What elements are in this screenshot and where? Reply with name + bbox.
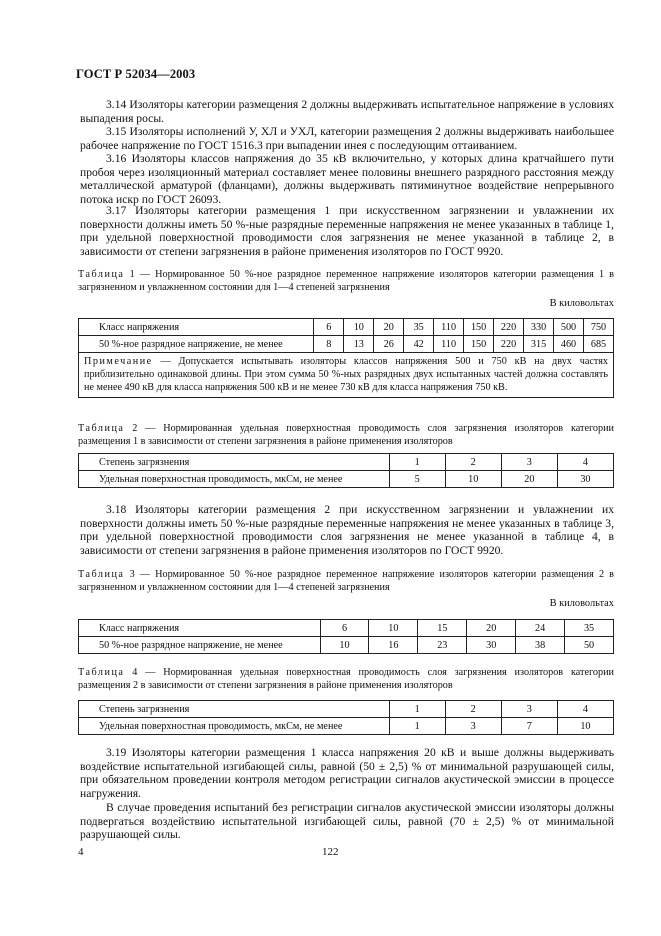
table-cell: 220 [494,319,524,336]
table-cell: 20 [467,620,516,637]
table3-caption [78,568,614,594]
table-cell: 10 [369,620,418,637]
table-cell: 35 [565,620,614,637]
table-cell: 315 [524,336,554,353]
table-cell: 10 [344,319,374,336]
table4-caption [78,666,614,692]
table-row [79,701,614,718]
table-cell: 5 [389,471,445,488]
page-number-center: 122 [322,846,339,858]
table-cell: 10 [320,637,369,654]
table-cell: 35 [404,319,434,336]
paragraph-3-19: 3.19 Изоляторы категории размещения 1 класса напряжения 20 кВ и выше должны выдерживать воздействие испытательной изгибающей силы, равной (50 ± 2,5) % от минимальной разрушающей силы, при обязательном проведении контроля методом регистрации сигналов акустической эмиссии в процессе нагружения. [80,746,614,800]
table4-caption-text: 4 — Нормированная удельная поверхностная проводимость слоя загрязнения изоляторов категории размещения 2 в зависимости от степени загрязнения в районе применения изоляторов [78,667,614,691]
table-cell: 6 [320,620,369,637]
table-cell: 110 [434,319,464,336]
table3 [78,619,614,654]
table-cell: 3 [445,718,501,735]
table-cell: 1 [389,701,445,718]
table-cell: 3 [501,454,557,471]
table-cell: 750 [583,319,613,336]
table1-note-word: Примечание [84,356,153,367]
table2 [78,453,614,488]
table-cell: 1 [389,718,445,735]
table-cell: 15 [418,620,467,637]
table1-unit: В киловольтах [549,298,614,309]
table-cell: 330 [524,319,554,336]
table-cell: 110 [434,336,464,353]
table2-caption-word: Таблица [78,423,125,434]
table-row [79,471,614,488]
table-cell: 6 [314,319,344,336]
table1-row2-label: 50 %-ное разрядное напряжение, не менее [79,336,314,353]
table4-caption-word: Таблица [78,667,125,678]
table-cell: 20 [501,471,557,488]
table-cell: 460 [554,336,584,353]
table-cell: 10 [445,471,501,488]
table-cell: 7 [501,718,557,735]
table-cell: 23 [418,637,467,654]
paragraph-3-15: 3.15 Изоляторы исполнений У, ХЛ и УХЛ, категории размещения 2 должны выдерживать наибольшее рабочее напряжение по ГОСТ 1516.3 при выпадении инея с последующим оттаиванием. [80,125,614,152]
table-cell: 16 [369,637,418,654]
table-cell: 2 [445,454,501,471]
table2-row2-label: Удельная поверхностная проводимость, мкСм, не менее [79,471,390,488]
table-cell: 20 [374,319,404,336]
table-cell: 3 [501,701,557,718]
table-cell: 500 [554,319,584,336]
table-cell: 150 [464,319,494,336]
table-cell: 42 [404,336,434,353]
table-row [79,336,614,353]
table3-caption-text: 3 — Нормированное 50 %-ное разрядное переменное напряжение изоляторов категории размещения 2 в загрязненном и увлажненном состоянии для 1—4 степеней загрязнения [78,569,614,593]
table4-row1-label: Степень загрязнения [79,701,390,718]
table3-row2-label: 50 %-ное разрядное напряжение, не менее [79,637,321,654]
document-header: ГОСТ Р 52034—2003 [76,67,196,81]
table-cell: 30 [557,471,613,488]
table-cell: 150 [464,336,494,353]
table1-caption-word: Таблица [78,269,125,280]
paragraph-3-18: 3.18 Изоляторы категории размещения 2 при искусственном загрязнении и увлажнении их поверхности должны иметь 50 %-ные разрядные переменные напряжения не менее указанных в таблице 3, при удельной поверхностной проводимости слоя загрязнения не менее указанной в таблице 4, в зависимости от степени загрязнения в районе применения изоляторов по ГОСТ 9920. [80,503,614,557]
table1 [78,318,614,398]
table-row [79,620,614,637]
paragraph-3-17: 3.17 Изоляторы категории размещения 1 при искусственном загрязнении и увлажнении их поверхности должны иметь 50 %-ные разрядные переменные напряжения не менее указанных в таблице 1, при удельной поверхностной проводимости слоя загрязнения не менее указанной в таблице 2, в зависимости от степени загрязнения в районе применения изоляторов по ГОСТ 9920. [80,204,614,258]
table1-caption [78,268,614,294]
table-cell: 1 [389,454,445,471]
table2-caption [78,422,614,448]
table-cell: 38 [516,637,565,654]
table-cell: 4 [557,454,613,471]
paragraph-3-16: 3.16 Изоляторы классов напряжения до 35 кВ включительно, у которых длина кратчайшего пути пробоя через изоляционный материал составляет менее половины внешнего разрядного расстояния между металлической арматурой (фланцами), должны выдерживать пятиминутное воздействие непрерывного потока искр по ГОСТ 26093. [80,152,614,206]
table-cell: 30 [467,637,516,654]
table-cell: 220 [494,336,524,353]
table2-caption-text: 2 — Нормированная удельная поверхностная проводимость слоя загрязнения изоляторов категории размещения 1 в зависимости от степени загрязнения в районе применения изоляторов [78,423,614,447]
paragraph-3-19-continuation: В случае проведения испытаний без регистрации сигналов акустической эмиссии изоляторы должны подвергаться воздействию испытательной изгибающей силы, равной (70 ± 2,5) % от минимальной разрушающей силы. [80,801,614,842]
table-cell: 24 [516,620,565,637]
table1-row1-label: Класс напряжения [79,319,314,336]
table4-row2-label: Удельная поверхностная проводимость, мкСм, не менее [79,718,390,735]
table-row [79,353,614,398]
table-cell: 10 [557,718,613,735]
table3-row1-label: Класс напряжения [79,620,321,637]
table-cell: 685 [583,336,613,353]
table-row [79,454,614,471]
table3-caption-word: Таблица [78,569,125,580]
table-row [79,319,614,336]
table-row [79,637,614,654]
table4 [78,700,614,735]
table1-note-text: — Допускается испытывать изоляторы классов напряжения 500 и 750 кВ на двух частях приблизительно одинаковой длины. При этом сумма 50 %-ных разрядных двух испытанных частей должна составлять не менее 490 кВ для класса напряжения 500 кВ и не менее 730 кВ для класса напряжения 750 кВ. [84,356,608,393]
table-cell: 8 [314,336,344,353]
table2-row1-label: Степень загрязнения [79,454,390,471]
table1-caption-text: 1 — Нормированное 50 %-ное разрядное переменное напряжение изоляторов категории размещения 1 в загрязненном и увлажненном состоянии для 1—4 степеней загрязнения [78,269,614,293]
table-cell: 50 [565,637,614,654]
table-row [79,718,614,735]
table-cell: 13 [344,336,374,353]
table3-unit: В киловольтах [549,598,614,609]
page-number-left: 4 [78,846,84,858]
table1-note [79,353,614,398]
paragraph-3-14: 3.14 Изоляторы категории размещения 2 должны выдерживать испытательное напряжение в условиях выпадения росы. [80,98,614,125]
table-cell: 4 [557,701,613,718]
table-cell: 26 [374,336,404,353]
table-cell: 2 [445,701,501,718]
